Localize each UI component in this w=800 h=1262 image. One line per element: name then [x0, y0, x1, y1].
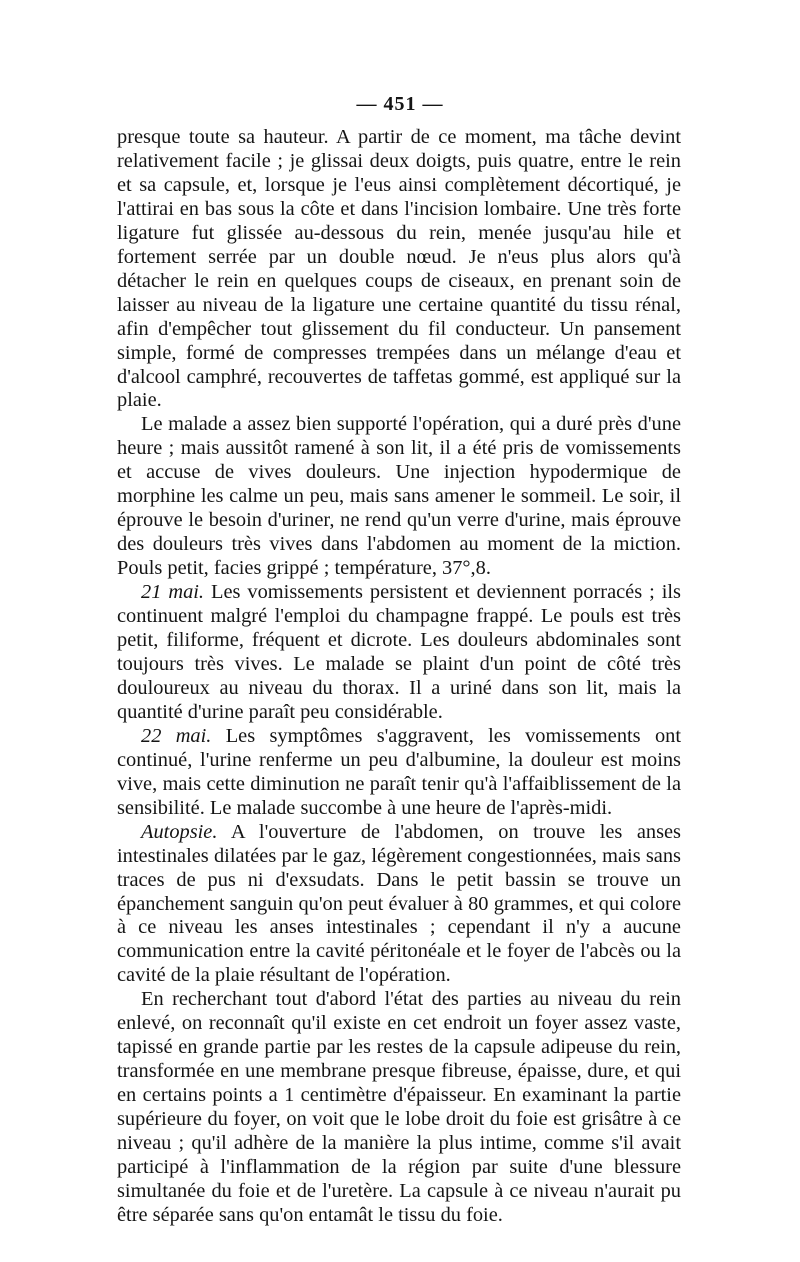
paragraph-text: A l'ouverture de l'abdomen, on trouve les anses intestinales dilatées par le gaz, légèrement congestionnées, mais sans traces de pus ni d'exsudats. Dans le petit bassin se trouve un épanchement sanguin qu'on peut évaluer à 80 grammes, et qui colore à ce niveau les anses intestinales ; cependant il n'y a aucune communication entre la cavité péritonéale et le foyer de l'abcès ou la cavité de la plaie résultant de l'opération. — [117, 820, 681, 987]
paragraph-6 — [117, 988, 681, 1228]
paragraph-text: Les symptômes s'aggravent, les vomissements ont continué, l'urine renferme un peu d'albumine, la douleur est moins vive, mais cette diminution ne paraît tenir qu'à l'affaiblissement de la sensibilité. Le malade succombe à une heure de l'après-midi. — [117, 724, 681, 819]
date-lead: 21 mai. — [141, 581, 205, 604]
paragraph-text: presque toute sa hauteur. A partir de ce moment, ma tâche devint relativement facile ; je glissai deux doigts, puis quatre, entre le rein et sa capsule, et, lorsque je l'eus ainsi complètement décortiqué, je l'attirai en bas sous la côte et dans l'incision lombaire. Une très forte ligature fut glissée au-dessous du rein, menée jusqu'au hile et fortement serrée par un double nœud. Je n'eus plus alors qu'à détacher le rein en quelques coups de ciseaux, en prenant soin de laisser au niveau de la ligature une certaine quantité du tissu rénal, afin d'empêcher tout glissement du fil conducteur. Un pansement simple, formé de compresses trempées dans un mélange d'eau et d'alcool camphré, recouvertes de taffetas gommé, est appliqué sur la plaie. — [117, 126, 681, 412]
section-lead: Autopsie. — [141, 820, 218, 843]
page-number: — 451 — — [356, 93, 444, 115]
paragraph-3 — [117, 581, 681, 725]
paragraph-text: Les vomissements persistent et deviennent porracés ; ils continuent malgré l'emploi du champagne frappé. Le pouls est très petit, filiforme, fréquent et dicrote. Les douleurs abdominales sont toujours très vives. Le malade se plaint d'un point de côté très douloureux au niveau du thorax. Il a uriné dans son lit, mais la quantité d'urine paraît peu considérable. — [117, 581, 681, 723]
date-lead: 22 mai. — [141, 724, 212, 747]
paragraph-2 — [117, 413, 681, 581]
body-text — [117, 126, 681, 1228]
paragraph-4 — [117, 725, 681, 821]
paragraph-5 — [117, 821, 681, 989]
paragraph-text: Le malade a assez bien supporté l'opération, qui a duré près d'une heure ; mais aussitôt ramené à son lit, il a été pris de vomissements et accuse de vives douleurs. Une injection hypodermique de morphine les calme un peu, mais sans amener le sommeil. Le soir, il éprouve le besoin d'uriner, ne rend qu'un verre d'urine, mais éprouve des douleurs très vives dans l'abdomen au moment de la miction. Pouls petit, facies grippé ; température, 37°,8. — [117, 413, 681, 580]
paragraph-text: En recherchant tout d'abord l'état des parties au niveau du rein enlevé, on reconnaît qu'il existe en cet endroit un foyer assez vaste, tapissé en grande partie par les restes de la capsule adipeuse du rein, transformée en une membrane presque fibreuse, épaisse, dure, et qui en certains points a 1 centimètre d'épaisseur. En examinant la partie supérieure du foyer, on voit que le lobe droit du foie est grisâtre à ce niveau ; qu'il adhère de la manière la plus intime, comme s'il avait participé à l'inflammation de la région par suite d'une blessure simultanée du foie et de l'uretère. La capsule à ce niveau n'aurait pu être séparée sans qu'on entamât le tissu du foie. — [117, 988, 681, 1226]
paragraph-1 — [117, 126, 681, 413]
